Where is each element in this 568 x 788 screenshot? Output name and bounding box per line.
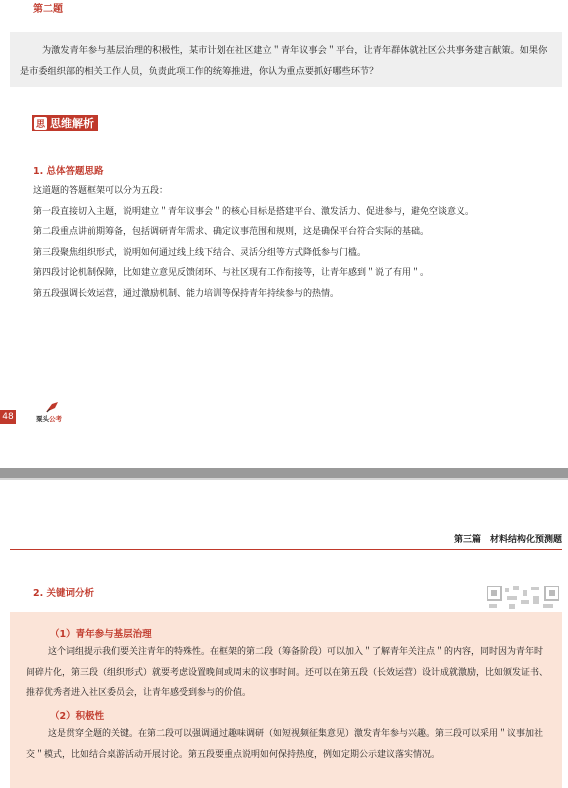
page-number: 48 <box>0 410 16 424</box>
running-header: 第三篇 材料结构化预测题 <box>453 535 562 545</box>
section1-line: 第一段直接切入主题，说明建立＂青年议事会＂的核心目标是搭建平台、激发活力、促进参与，避免空谈意义。 <box>33 207 475 217</box>
qr-code-icon <box>487 586 559 610</box>
analysis-heading <box>32 115 98 131</box>
section1-line: 第四段讨论机制保障，比如建立意见反馈闭环、与社区现有工作衔接等，让青年感到＂说了有用＂。 <box>33 268 430 278</box>
publisher-logo <box>36 401 76 427</box>
rocket-logo-icon <box>44 401 60 413</box>
page-separator-shadow <box>0 478 568 480</box>
sub1-title: （1）青年参与基层治理 <box>50 629 152 640</box>
analysis-heading-text: 思维解析 <box>50 117 94 130</box>
page-separator <box>0 468 568 478</box>
section1-line: 第二段重点讲前期筹备，包括调研青年需求、确定议事范围和规则，这是确保平台符合实际的基础。 <box>33 227 430 237</box>
logo-text: 粟头公考 <box>36 415 62 423</box>
sub2-text: 这是贯穿全题的关键。在第二段可以强调通过趣味调研（如短视频征集意见）激发青年参与兴趣。第三段可以采用＂议事加社交＂模式，比如结合桌游活动开展讨论。第五段要重点说明如何保持热度，例如定期公示建议落实情况。 <box>26 729 544 760</box>
section1-line: 第三段聚焦组织形式，说明如何通过线上线下结合、灵活分组等方式降低参与门槛。 <box>33 248 367 258</box>
section1-line: 这道题的答题框架可以分为五段： <box>33 186 169 196</box>
section1-title: 1. 总体答题思路 <box>33 166 104 177</box>
section2-title: 2. 关键词分析 <box>33 588 95 599</box>
analysis-badge-icon: 思 <box>34 117 47 130</box>
question-title: 第二题 <box>33 4 63 15</box>
sub2-title: （2）积极性 <box>50 711 105 722</box>
sub1-text: 这个词组提示我们要关注青年的特殊性。在框架的第二段（筹备阶段）可以加入＂了解青年关注点＂的内容，同时因为青年时间碎片化，第三段（组织形式）就要考虑设置晚间或周末的议事时间。还可以在第五段（长效运营）设计成就激励，比如颁发证书、推荐优秀者进入社区委员会，让青年感受到参与的价值。 <box>26 647 549 698</box>
header-rule <box>10 549 562 550</box>
question-text: 为激发青年参与基层治理的积极性，某市计划在社区建立＂青年议事会＂平台，让青年群体就社区公共事务建言献策。如果你是市委组织部的相关工作人员，负责此项工作的统筹推进，你认为重点要抓好哪些环节？ <box>20 45 548 77</box>
section1-line: 第五段强调长效运营，通过激励机制、能力培训等保持青年持续参与的热情。 <box>33 289 340 299</box>
